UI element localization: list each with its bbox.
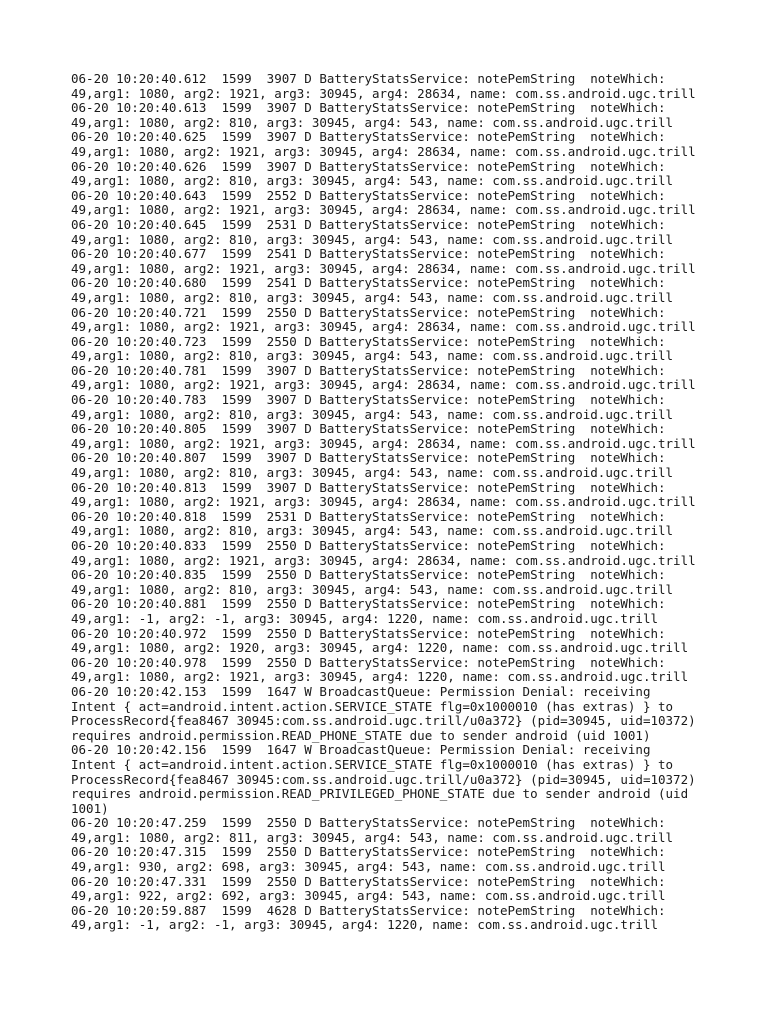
log-line: 06-20 10:20:40.721 1599 2550 D BatteryStatsService: notePemString noteWhich:	[71, 304, 666, 320]
log-line: 49,arg1: 1080, arg2: 1921, arg3: 30945, arg4: 28634, name: com.ss.android.ugc.trill	[71, 319, 696, 335]
log-line: 06-20 10:20:40.783 1599 3907 D BatteryStatsService: notePemString noteWhich:	[71, 392, 666, 408]
log-line: 49,arg1: 1080, arg2: 811, arg3: 30945, arg4: 543, name: com.ss.android.ugc.trill	[71, 829, 674, 845]
log-line: 06-20 10:20:40.645 1599 2531 D BatteryStatsService: notePemString noteWhich:	[71, 216, 666, 232]
log-line: 49,arg1: 1080, arg2: 810, arg3: 30945, arg4: 543, name: com.ss.android.ugc.trill	[71, 289, 674, 305]
log-line: 06-20 10:20:40.680 1599 2541 D BatteryStatsService: notePemString noteWhich:	[71, 275, 666, 291]
log-document	[71, 72, 761, 933]
log-line: 06-20 10:20:42.156 1599 1647 W BroadcastQueue: Permission Denial: receiving	[71, 742, 651, 758]
log-line: 49,arg1: 1080, arg2: 810, arg3: 30945, arg4: 543, name: com.ss.android.ugc.trill	[71, 465, 674, 481]
log-line: 49,arg1: 1080, arg2: 1921, arg3: 30945, arg4: 28634, name: com.ss.android.ugc.trill	[71, 202, 696, 218]
log-line: 06-20 10:20:40.818 1599 2531 D BatteryStatsService: notePemString noteWhich:	[71, 508, 666, 524]
log-line: Intent { act=android.intent.action.SERVICE_STATE flg=0x1000010 (has extras) } to	[71, 698, 674, 714]
log-line: 06-20 10:20:40.612 1599 3907 D BatteryStatsService: notePemString noteWhich:	[71, 71, 666, 86]
log-line: 49,arg1: 1080, arg2: 1921, arg3: 30945, arg4: 28634, name: com.ss.android.ugc.trill	[71, 494, 696, 510]
log-line: 49,arg1: 922, arg2: 692, arg3: 30945, arg4: 543, name: com.ss.android.ugc.trill	[71, 888, 666, 904]
log-line: 49,arg1: -1, arg2: -1, arg3: 30945, arg4: 1220, name: com.ss.android.ugc.trill	[71, 917, 658, 933]
log-line: 06-20 10:20:40.978 1599 2550 D BatteryStatsService: notePemString noteWhich:	[71, 654, 666, 670]
log-line: 49,arg1: 1080, arg2: 1921, arg3: 30945, arg4: 28634, name: com.ss.android.ugc.trill	[71, 85, 696, 101]
log-line: 06-20 10:20:40.835 1599 2550 D BatteryStatsService: notePemString noteWhich:	[71, 567, 666, 583]
log-line: 49,arg1: 1080, arg2: 810, arg3: 30945, arg4: 543, name: com.ss.android.ugc.trill	[71, 114, 674, 130]
log-line: 06-20 10:20:40.813 1599 3907 D BatteryStatsService: notePemString noteWhich:	[71, 479, 666, 495]
log-line: 06-20 10:20:40.807 1599 3907 D BatteryStatsService: notePemString noteWhich:	[71, 450, 666, 466]
log-line: 06-20 10:20:40.723 1599 2550 D BatteryStatsService: notePemString noteWhich:	[71, 333, 666, 349]
log-line: 49,arg1: 1080, arg2: 810, arg3: 30945, arg4: 543, name: com.ss.android.ugc.trill	[71, 348, 674, 364]
log-line: 49,arg1: 1080, arg2: 1921, arg3: 30945, arg4: 1220, name: com.ss.android.ugc.trill	[71, 669, 689, 685]
log-line: 49,arg1: 1080, arg2: 810, arg3: 30945, arg4: 543, name: com.ss.android.ugc.trill	[71, 406, 674, 422]
log-line: 06-20 10:20:42.153 1599 1647 W BroadcastQueue: Permission Denial: receiving	[71, 683, 651, 699]
log-line: 06-20 10:20:47.259 1599 2550 D BatteryStatsService: notePemString noteWhich:	[71, 815, 666, 831]
log-line: 49,arg1: 1080, arg2: 1921, arg3: 30945, arg4: 28634, name: com.ss.android.ugc.trill	[71, 377, 696, 393]
log-line: 49,arg1: -1, arg2: -1, arg3: 30945, arg4: 1220, name: com.ss.android.ugc.trill	[71, 610, 658, 626]
log-line: 1001)	[71, 800, 109, 816]
log-line: 06-20 10:20:40.805 1599 3907 D BatteryStatsService: notePemString noteWhich:	[71, 421, 666, 437]
log-line: 49,arg1: 1080, arg2: 1921, arg3: 30945, arg4: 28634, name: com.ss.android.ugc.trill	[71, 435, 696, 451]
log-line: ProcessRecord{fea8467 30945:com.ss.android.ugc.trill/u0a372} (pid=30945, uid=10372)	[71, 713, 696, 729]
log-line: Intent { act=android.intent.action.SERVICE_STATE flg=0x1000010 (has extras) } to	[71, 756, 674, 772]
log-line: 49,arg1: 1080, arg2: 1920, arg3: 30945, arg4: 1220, name: com.ss.android.ugc.trill	[71, 640, 689, 656]
log-line: 49,arg1: 1080, arg2: 1921, arg3: 30945, arg4: 28634, name: com.ss.android.ugc.trill	[71, 143, 696, 159]
log-line: 49,arg1: 1080, arg2: 810, arg3: 30945, arg4: 543, name: com.ss.android.ugc.trill	[71, 523, 674, 539]
log-line: 06-20 10:20:40.972 1599 2550 D BatteryStatsService: notePemString noteWhich:	[71, 625, 666, 641]
log-line: requires android.permission.READ_PRIVILEGED_PHONE_STATE due to sender android (uid	[71, 786, 689, 802]
log-line: 49,arg1: 1080, arg2: 810, arg3: 30945, arg4: 543, name: com.ss.android.ugc.trill	[71, 173, 674, 189]
log-line: 06-20 10:20:47.331 1599 2550 D BatteryStatsService: notePemString noteWhich:	[71, 873, 666, 889]
log-line: 06-20 10:20:40.677 1599 2541 D BatteryStatsService: notePemString noteWhich:	[71, 246, 666, 262]
log-line: ProcessRecord{fea8467 30945:com.ss.android.ugc.trill/u0a372} (pid=30945, uid=10372)	[71, 771, 696, 787]
log-line: 06-20 10:20:40.781 1599 3907 D BatteryStatsService: notePemString noteWhich:	[71, 362, 666, 378]
log-line: 06-20 10:20:40.626 1599 3907 D BatteryStatsService: notePemString noteWhich:	[71, 158, 666, 174]
log-line: 49,arg1: 1080, arg2: 1921, arg3: 30945, arg4: 28634, name: com.ss.android.ugc.trill	[71, 260, 696, 276]
log-line: 49,arg1: 1080, arg2: 810, arg3: 30945, arg4: 543, name: com.ss.android.ugc.trill	[71, 581, 674, 597]
log-line: 06-20 10:20:40.643 1599 2552 D BatteryStatsService: notePemString noteWhich:	[71, 187, 666, 203]
log-line: 06-20 10:20:40.613 1599 3907 D BatteryStatsService: notePemString noteWhich:	[71, 100, 666, 116]
log-line: 49,arg1: 1080, arg2: 1921, arg3: 30945, arg4: 28634, name: com.ss.android.ugc.trill	[71, 552, 696, 568]
log-line: 06-20 10:20:40.881 1599 2550 D BatteryStatsService: notePemString noteWhich:	[71, 596, 666, 612]
log-line: 06-20 10:20:59.887 1599 4628 D BatteryStatsService: notePemString noteWhich:	[71, 902, 666, 918]
log-line: 06-20 10:20:40.625 1599 3907 D BatteryStatsService: notePemString noteWhich:	[71, 129, 666, 145]
log-line: 06-20 10:20:47.315 1599 2550 D BatteryStatsService: notePemString noteWhich:	[71, 844, 666, 860]
log-line: 49,arg1: 930, arg2: 698, arg3: 30945, arg4: 543, name: com.ss.android.ugc.trill	[71, 859, 666, 875]
log-line: requires android.permission.READ_PHONE_STATE due to sender android (uid 1001)	[71, 727, 651, 743]
log-line: 06-20 10:20:40.833 1599 2550 D BatteryStatsService: notePemString noteWhich:	[71, 538, 666, 553]
log-line: 49,arg1: 1080, arg2: 810, arg3: 30945, arg4: 543, name: com.ss.android.ugc.trill	[71, 231, 674, 247]
